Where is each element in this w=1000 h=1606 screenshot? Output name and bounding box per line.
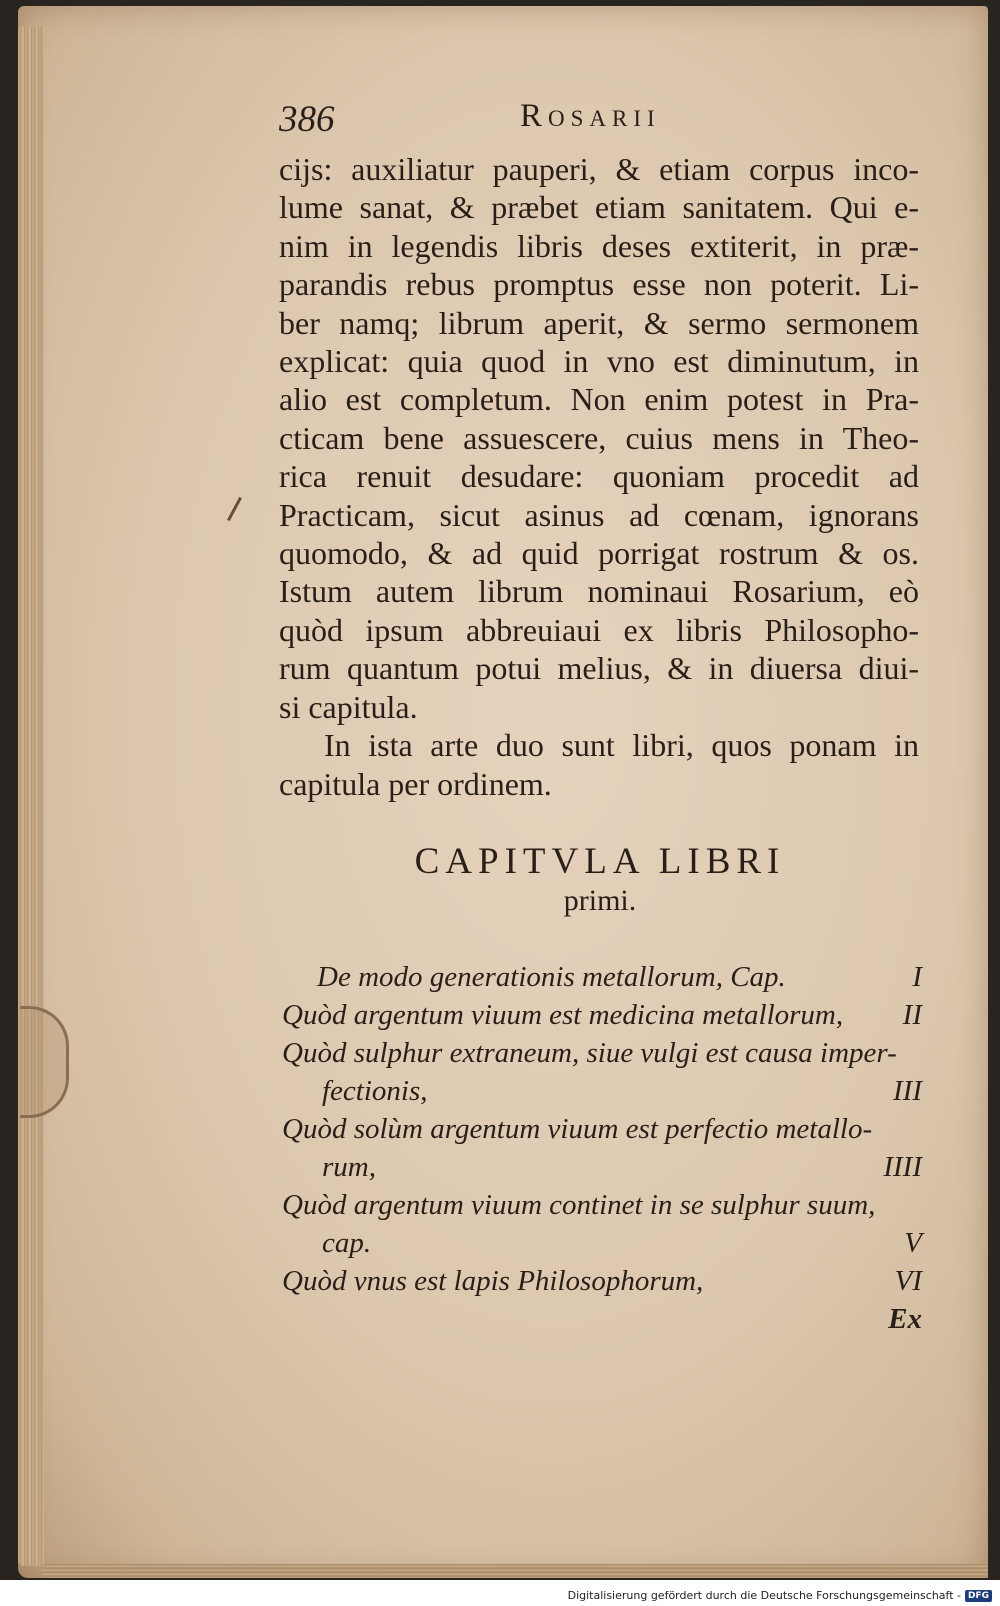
chapter-title: De modo generationis metallorum, Cap. (317, 961, 786, 993)
chapter-number: III (893, 1075, 922, 1107)
running-head: Rosarii (520, 98, 661, 134)
chapter-title: Quòd vnus est lapis Philosophorum, (282, 1265, 704, 1297)
body-line: nim in legendis libris deses extiterit, in præ- (279, 227, 919, 264)
page-edge-bottom (42, 1564, 988, 1578)
body-line: parandis rebus promptus esse non poterit. Li- (279, 266, 919, 303)
catchword: Ex (888, 1303, 922, 1335)
body-line: si capitula. (279, 688, 418, 725)
chapter-entry (282, 996, 922, 1034)
body-line: Practicam, sicut asinus ad cœnam, ignorans (279, 496, 919, 533)
body-text (279, 150, 919, 803)
chapter-entry-continued (282, 1224, 922, 1262)
chapter-title: Quòd argentum viuum continet in se sulphur suum, (282, 1189, 876, 1221)
chapter-title: cap. (322, 1227, 372, 1259)
chapter-entry (282, 958, 922, 996)
chapter-entry (282, 1262, 922, 1300)
chapter-entry-continued (282, 1072, 922, 1110)
body-line: Istum autem librum nominaui Rosarium, eò (279, 573, 919, 610)
book-clasp (20, 1006, 69, 1118)
chapter-number: IIII (883, 1151, 922, 1183)
page-edge-left (18, 26, 44, 1566)
body-line: quòd ipsum abbreuiaui ex libris Philosopho- (279, 611, 919, 648)
chapter-number: I (912, 961, 922, 993)
chapter-title: rum, (322, 1151, 376, 1183)
digitization-credit (568, 1589, 992, 1602)
body-line: rica renuit desudare: quoniam procedit ad (279, 458, 919, 495)
catchword-row (282, 1300, 922, 1338)
dfg-logo: DFG (965, 1590, 992, 1602)
body-line: cijs: auxiliatur pauperi, & etiam corpus inco- (279, 151, 919, 187)
body-line: ber namq; librum aperit, & sermo sermonem (279, 304, 919, 341)
page-number: 386 (279, 99, 335, 140)
chapter-entry-continued (282, 1148, 922, 1186)
chapter-entry (282, 1034, 922, 1072)
chapter-number: VI (894, 1265, 922, 1297)
credit-text: Digitalisierung gefördert durch die Deutsche Forschungsgemeinschaft - (567, 1589, 961, 1602)
body-line: In ista arte duo sunt libri, quos ponam in (324, 727, 919, 764)
chapter-title: fectionis, (322, 1075, 428, 1107)
body-line: rum quantum potui melius, & in diuersa diui- (279, 650, 919, 687)
section-heading: CAPITVLA LIBRI (414, 841, 786, 882)
body-line: explicat: quia quod in vno est diminutum, in (279, 343, 919, 380)
body-line: cticam bene assuescere, cuius mens in Theo- (279, 419, 919, 456)
chapter-list (282, 958, 922, 1338)
chapter-title: Quòd solùm argentum viuum est perfectio metallo- (282, 1113, 873, 1145)
chapter-number: V (904, 1227, 922, 1259)
section-subheading: primi. (563, 884, 637, 917)
body-line: quomodo, & ad quid porrigat rostrum & os. (279, 535, 919, 572)
chapter-entry (282, 1110, 922, 1148)
chapter-entry (282, 1186, 922, 1224)
body-line: alio est completum. Non enim potest in Pra- (279, 381, 919, 418)
chapter-number: II (902, 999, 922, 1031)
chapter-title: Quòd argentum viuum est medicina metallorum, (282, 999, 844, 1031)
body-line: capitula per ordinem. (279, 765, 552, 802)
body-line: lume sanat, & præbet etiam sanitatem. Qui e- (279, 189, 919, 226)
chapter-title: Quòd sulphur extraneum, siue vulgi est causa imper- (282, 1037, 897, 1069)
